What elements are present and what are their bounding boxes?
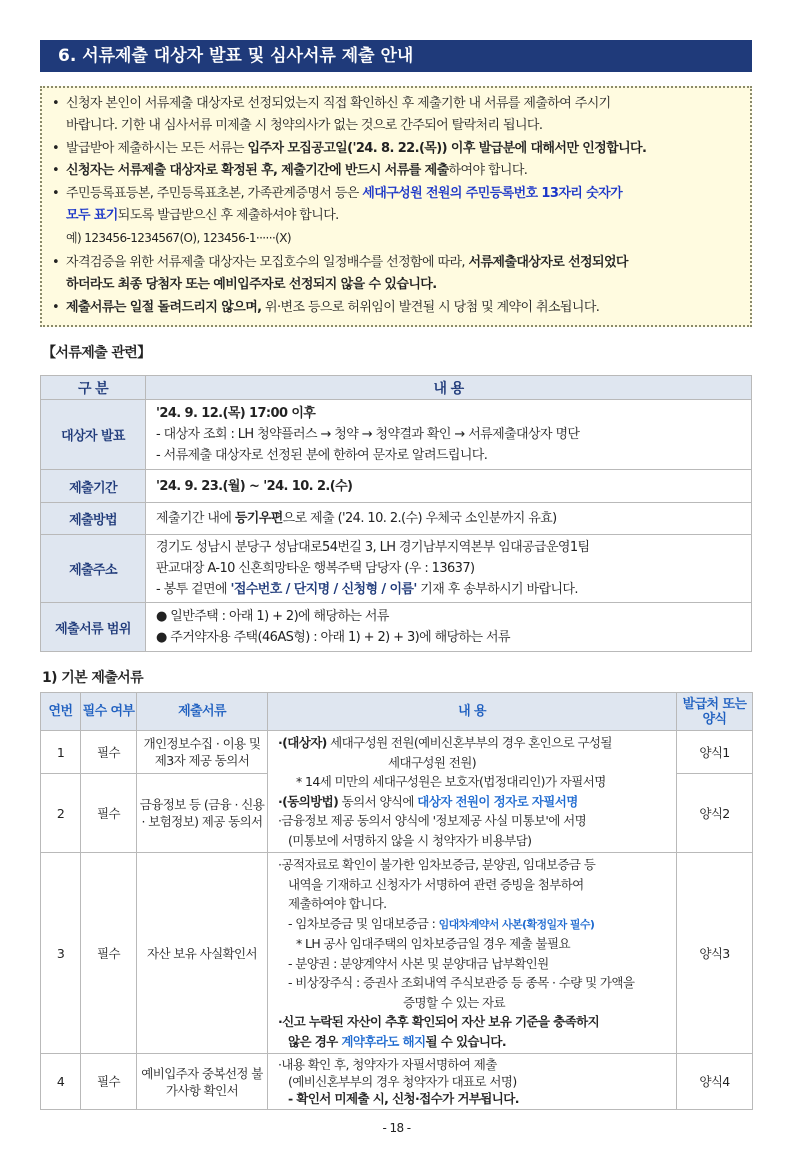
text-bold: '24. 9. 23.(월) ~ '24. 10. 2.(수) xyxy=(156,478,353,494)
text: 하여야 합니다. xyxy=(448,163,528,179)
cell-required: 필수 xyxy=(81,774,137,853)
row-value xyxy=(146,535,752,603)
basic-documents-table xyxy=(40,692,753,1110)
row-label: 제출방법 xyxy=(41,503,146,535)
table-row xyxy=(41,603,752,652)
cell-form: 양식4 xyxy=(677,1054,753,1110)
text-highlight: 세대구성원 전원의 주민등록번호 13자리 숫자가 xyxy=(362,185,623,201)
notice-item xyxy=(52,297,742,319)
cell-content xyxy=(268,731,677,853)
text: 증명할 수 있는 자료 xyxy=(403,994,505,1010)
table-row xyxy=(41,1054,753,1110)
section-title: 6. 서류제출 대상자 발표 및 심사서류 제출 안내 xyxy=(40,40,752,72)
subsection-heading: 1) 기본 제출서류 xyxy=(42,670,144,687)
header-required: 필수 여부 xyxy=(81,693,137,731)
cell-form: 양식2 xyxy=(677,774,753,853)
text-highlight: 임대차계약서 사본(확정일자 필수) xyxy=(438,917,595,931)
cell-content xyxy=(268,1054,677,1110)
text: * LH 공사 임대주택의 임차보증금일 경우 제출 불필요 xyxy=(296,936,570,952)
text-highlight: 모두 표기 xyxy=(66,208,118,224)
row-label: 제출주소 xyxy=(41,535,146,603)
header-no: 연번 xyxy=(41,693,81,731)
text: 자격검증을 위한 서류제출 대상자는 모집호수의 일정배수를 선정함에 따라, xyxy=(66,254,469,270)
row-label: 제출기간 xyxy=(41,470,146,503)
text: 세대구성원 전원) xyxy=(388,754,476,770)
text: * 14세 미만의 세대구성원은 보호자(법정대리인)가 자필서명 xyxy=(296,774,606,790)
text: 신청자 본인이 서류제출 대상자로 선정되었는지 직접 확인하신 후 제출기한 내 서류를 제출하여 주시기 xyxy=(66,96,611,111)
notice-item xyxy=(52,252,742,297)
text: 주민등록표등본, 주민등록표초본, 가족관계증명서 등은 xyxy=(66,185,363,201)
cell-form: 양식3 xyxy=(677,853,753,1054)
text-bold: 등기우편 xyxy=(234,511,283,527)
text: ·공적자료로 확인이 불가한 임차보증금, 분양권, 임대보증금 등 xyxy=(278,857,596,873)
notice-item xyxy=(52,93,742,138)
row-value xyxy=(146,400,752,470)
cell-no: 3 xyxy=(41,853,81,1054)
cell-document: 자산 보유 사실확인서 xyxy=(137,853,268,1054)
text: 제출기간 내에 xyxy=(156,511,235,527)
text: 세대구성원 전원(예비신혼부부의 경우 혼인으로 구성될 xyxy=(326,735,612,751)
table-row xyxy=(41,731,753,774)
cell-form: 양식1 xyxy=(677,731,753,774)
text: 내역을 기재하고 신청자가 서명하여 관련 증빙을 첨부하여 xyxy=(288,876,584,892)
cell-content xyxy=(268,853,677,1054)
page-number: - 18 - xyxy=(382,1121,411,1136)
text: ● 일반주택 : 아래 1) + 2)에 해당하는 서류 xyxy=(156,609,389,625)
text-bold: 서류제출대상자로 선정되었다 xyxy=(468,254,628,270)
notice-box xyxy=(40,86,752,327)
text-highlight: 대상자 전원이 정자로 자필서명 xyxy=(417,793,578,809)
text: - 대상자 조회 : LH 청약플러스 → 청약 → 청약결과 확인 → 서류제출대상자 명단 xyxy=(156,427,580,443)
text: ·금융정보 제공 동의서 양식에 '정보제공 사실 미통보'에 서명 xyxy=(278,813,587,829)
text: - 임차보증금 및 임대보증금 : xyxy=(288,915,439,931)
text: 경기도 성남시 분당구 성남대로54번길 3, LH 경기남부지역본부 임대공급운영1팀 xyxy=(156,540,590,556)
table-row xyxy=(41,535,752,603)
text: 바랍니다. 기한 내 심사서류 미제출 시 청약의사가 없는 것으로 간주되어 탈락처리 됩니다. xyxy=(66,118,543,134)
header-content: 내 용 xyxy=(268,693,677,731)
text: ·내용 확인 후, 청약자가 자필서명하여 제출 xyxy=(278,1057,497,1073)
text: - 분양권 : 분양계약서 사본 및 분양대금 납부확인원 xyxy=(288,955,549,971)
text: (미통보에 서명하지 않을 시 청약자가 비용부담) xyxy=(288,832,532,848)
text: 되도록 발급받으신 후 제출하셔야 합니다. xyxy=(117,208,339,224)
table-row xyxy=(41,503,752,535)
cell-required: 필수 xyxy=(81,731,137,774)
text-bold: ·(대상자) xyxy=(278,735,327,751)
row-value xyxy=(146,470,752,503)
text-highlight: 계약후라도 해지 xyxy=(341,1033,426,1049)
cell-required: 필수 xyxy=(81,1054,137,1110)
text: - 봉투 겉면에 xyxy=(156,582,231,598)
cell-no: 4 xyxy=(41,1054,81,1110)
header-category: 구 분 xyxy=(41,376,146,400)
submission-info-table xyxy=(40,375,752,652)
row-value xyxy=(146,503,752,535)
text: - 서류제출 대상자로 선정된 분에 한하여 문자로 알려드립니다. xyxy=(156,448,488,464)
row-label: 대상자 발표 xyxy=(41,400,146,470)
section-heading: 【서류제출 관련】 xyxy=(42,345,151,362)
text-bold: 신청자는 서류제출 대상자로 확정된 후, 제출기간에 반드시 서류를 제출 xyxy=(66,163,449,179)
text: 발급받아 제출하시는 모든 서류는 xyxy=(66,140,248,156)
cell-document: 예비입주자 중복선정 불가사항 확인서 xyxy=(137,1054,268,1110)
text-bold: 않은 경우 xyxy=(288,1033,342,1049)
cell-no: 2 xyxy=(41,774,81,853)
text-bold: ·신고 누락된 자산이 추후 확인되어 자산 보유 기준을 충족하지 xyxy=(278,1014,600,1030)
header-content: 내 용 xyxy=(146,376,752,400)
row-label: 제출서류 범위 xyxy=(41,603,146,652)
header-issuer: 발급처 또는 양식 xyxy=(677,693,753,731)
cell-required: 필수 xyxy=(81,853,137,1054)
text: (예비신혼부부의 경우 청약자가 대표로 서명) xyxy=(288,1074,517,1090)
text: 제출하여야 합니다. xyxy=(288,896,387,912)
text: - 비상장주식 : 증권사 조회내역 주식보관증 등 종목 · 수량 및 가액을 xyxy=(288,975,635,991)
text-bold: 될 수 있습니다. xyxy=(425,1033,506,1049)
text-bold: ·(동의방법) xyxy=(278,793,339,809)
text: ● 주거약자용 주택(46AS형) : 아래 1) + 2) + 3)에 해당하는 서류 xyxy=(156,630,510,646)
text: 으로 제출 ('24. 10. 2.(수) 우체국 소인분까지 유효) xyxy=(282,511,557,527)
notice-item xyxy=(52,160,742,182)
text-bold: '24. 9. 12.(목) 17:00 이후 xyxy=(156,406,316,422)
table-row xyxy=(41,853,753,1054)
text: 판교대장 A-10 신혼희망타운 행복주택 담당자 (우 : 13637) xyxy=(156,561,475,577)
example-text: 예) 123456-1234567(O), 123456-1······(X) xyxy=(66,231,291,246)
text: 기재 후 송부하시기 바랍니다. xyxy=(416,582,578,598)
text-bold: - 확인서 미제출 시, 신청·접수가 거부됩니다. xyxy=(288,1091,519,1107)
notice-item xyxy=(52,138,742,160)
text-bold: 제출서류는 일절 돌려드리지 않으며, xyxy=(66,299,262,315)
table-row xyxy=(41,400,752,470)
table-row xyxy=(41,470,752,503)
page-content xyxy=(40,40,752,1110)
row-value xyxy=(146,603,752,652)
notice-item xyxy=(52,183,742,228)
header-document: 제출서류 xyxy=(137,693,268,731)
cell-no: 1 xyxy=(41,731,81,774)
cell-document: 금융정보 등 (금융 · 신용 · 보험정보) 제공 동의서 xyxy=(137,774,268,853)
text-bold: '접수번호 / 단지명 / 신청형 / 이름' xyxy=(230,582,417,598)
text-bold: 입주자 모집공고일('24. 8. 22.(목)) 이후 발급분에 대해서만 인정합니다. xyxy=(247,140,647,156)
cell-document: 개인정보수집 · 이용 및 제3자 제공 동의서 xyxy=(137,731,268,774)
text: 위·변조 등으로 허위임이 발견될 시 당첨 및 계약이 취소됩니다. xyxy=(261,299,600,315)
text: 동의서 양식에 xyxy=(338,793,418,809)
text-bold: 하더라도 최종 당첨자 또는 예비입주자로 선정되지 않을 수 있습니다. xyxy=(66,277,437,293)
